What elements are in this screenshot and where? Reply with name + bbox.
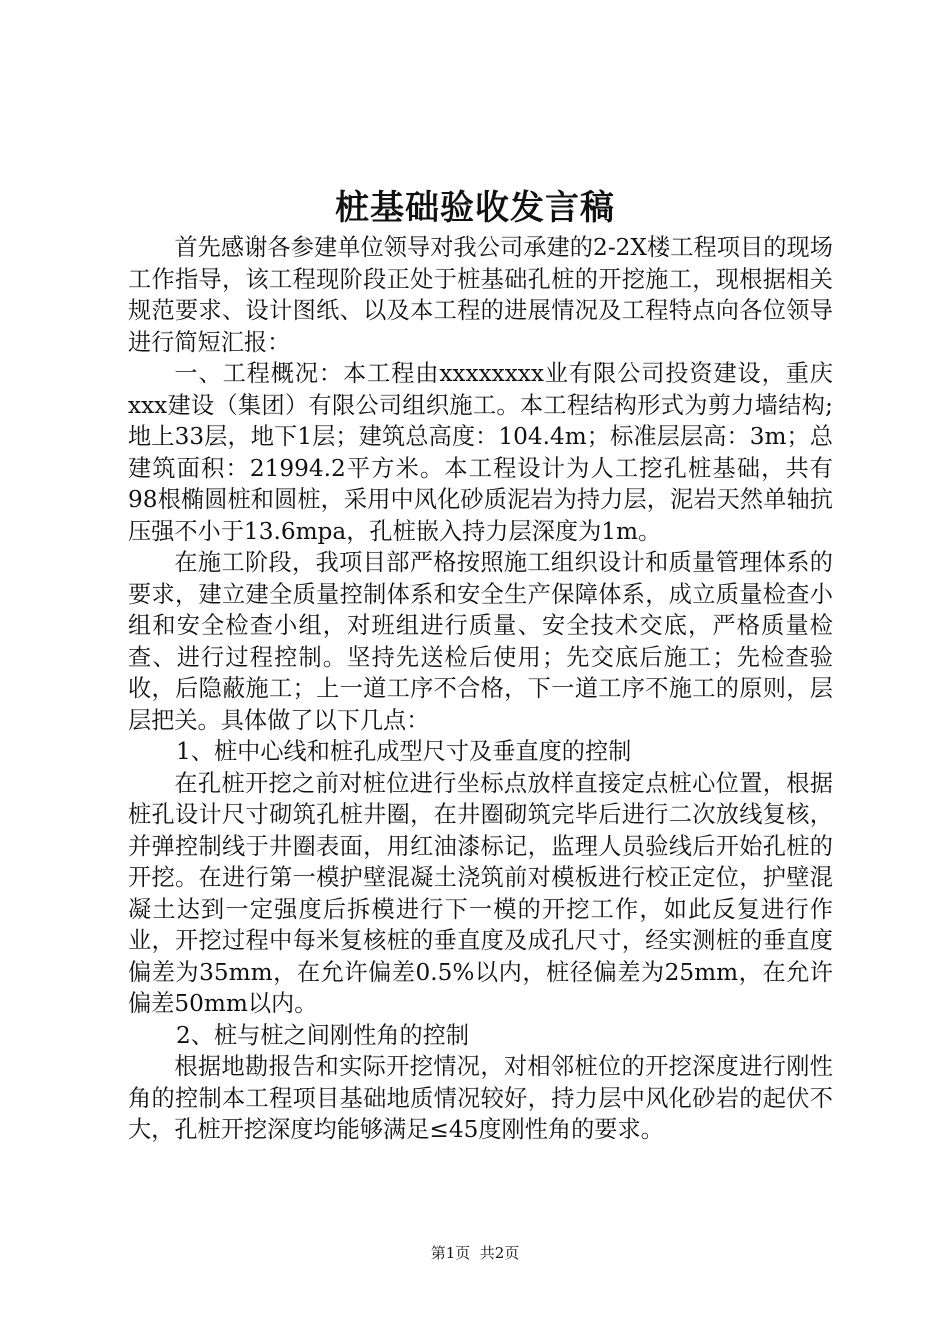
document-title: 桩基础验收发言稿 xyxy=(335,188,615,228)
document-body xyxy=(128,232,833,1146)
page-number: 第1页 共2页 xyxy=(430,1244,520,1262)
section-heading-2: 2、桩与桩之间刚性角的控制 xyxy=(176,1021,470,1049)
section-heading-1: 1、桩中心线和桩孔成型尺寸及垂直度的控制 xyxy=(176,738,632,765)
paragraph-construction-phase: 在施工阶段，我项目部严格按照施工组织设计和质量管理体系的要求，建立建全质量控制体系和安全生产保障体系，成立质量检查小组和安全检查小组，对班组进行质量、安全技术交底，严格质量检查、进行过程控制。坚持先送检后使用；先交底后施工；先检查验收，后隐蔽施工；上一道工序不合格，下一道工序不施工的原则，层层把关。具体做了以下几点： xyxy=(128,549,833,734)
page-footer xyxy=(0,1243,950,1263)
paragraph-section-2: 根据地勘报告和实际开挖情况，对相邻桩位的开挖深度进行刚性角的控制本工程项目基础地质情况较好，持力层中风化砂岩的起伏不大，孔桩开挖深度均能够满足≤45度刚性角的要求。 xyxy=(128,1053,833,1143)
paragraph-section-1: 在孔桩开挖之前对桩位进行坐标点放样直接定点桩心位置，根据桩孔设计尺寸砌筑孔桩井圈，在井圈砌筑完毕后进行二次放线复核，并弹控制线于井圈表面，用红油漆标记，监理人员验线后开始孔桩的开挖。在进行第一模护壁混凝土浇筑前对模板进行校正定位，护壁混凝土达到一定强度后拆模进行下一模的开挖工作，如此反复进行作业，开挖过程中每米复核桩的垂直度及成孔尺寸，经实测桩的垂直度偏差为35mm，在允许偏差0.5%以内，桩径偏差为25mm，在允许偏差50mm以内。 xyxy=(128,769,833,1017)
paragraph-project-overview: 一、工程概况：本工程由xxxxxxxx业有限公司投资建设，重庆xxx建设（集团）有限公司组织施工。本工程结构形式为剪力墙结构;地上33层，地下1层；建筑总高度：104.4m；标准层层高：3m；总建筑面积：21994.2平方米。本工程设计为人工挖孔桩基础，共有98根椭圆桩和圆桩，采用中风化砂质泥岩为持力层，泥岩天然单轴抗压强不小于13.6mpa，孔桩嵌入持力层深度为1m。 xyxy=(128,360,833,545)
paragraph-intro: 首先感谢各参建单位领导对我公司承建的2-2X楼工程项目的现场工作指导，该工程现阶段正处于桩基础孔桩的开挖施工，现根据相关规范要求、设计图纸、以及本工程的进展情况及工程特点向各位领导进行简短汇报： xyxy=(128,234,833,356)
